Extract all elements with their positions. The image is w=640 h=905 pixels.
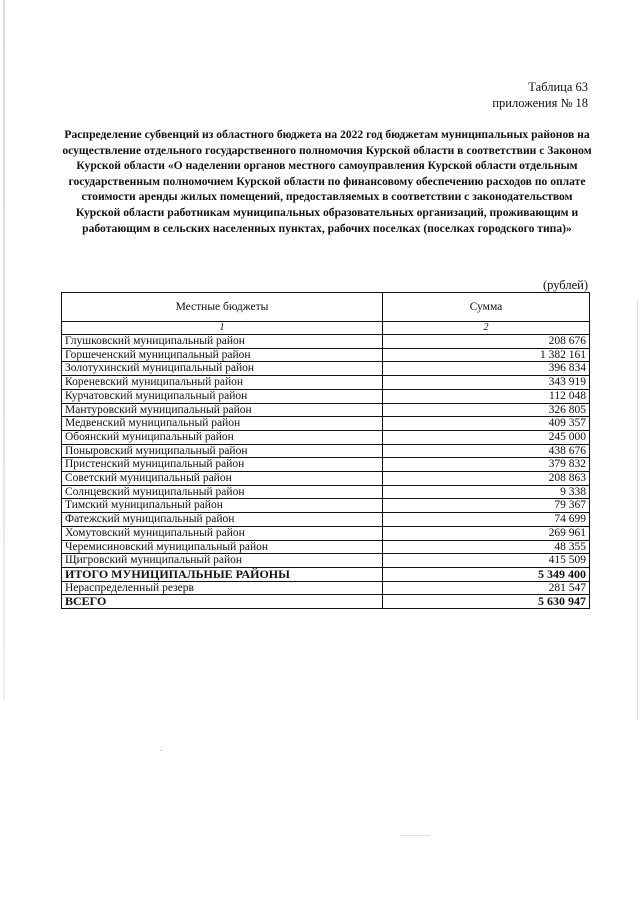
budget-name-cell: Поныровский муниципальный район [62,444,383,458]
total-districts-row [62,567,590,581]
table-row [62,403,590,417]
sum-cell: 326 805 [383,403,590,417]
budget-name-cell: Пристенский муниципальный район [62,458,383,472]
budget-name-cell: Фатежский муниципальный район [62,513,383,527]
budget-name-cell: Хомутовский муниципальный район [62,526,383,540]
budget-name-cell: Советский муниципальный район [62,472,383,486]
table-row [62,458,590,472]
budget-name-cell: Щигровский муниципальный район [62,554,383,568]
table-header-row [62,293,590,322]
sum-cell: 379 832 [383,458,590,472]
sum-cell: 79 367 [383,499,590,513]
budget-name-cell: Горшеченский муниципальный район [62,348,383,362]
budget-name-cell: Мантуровский муниципальный район [62,403,383,417]
table-row [62,472,590,486]
budget-name-cell: Кореневский муниципальный район [62,376,383,390]
column-number-row [62,322,590,335]
budget-name-cell: Тимский муниципальный район [62,499,383,513]
budget-table [61,292,590,609]
sum-cell: 343 919 [383,376,590,390]
budget-name-cell: ИТОГО МУНИЦИПАЛЬНЫЕ РАЙОНЫ [62,567,383,581]
table-row [62,430,590,444]
scan-speck [160,750,162,751]
sum-cell: 245 000 [383,430,590,444]
scan-speck [400,835,430,836]
table-row [62,444,590,458]
column-header-budgets: Местные бюджеты [62,293,383,322]
budget-name-cell: Курчатовский муниципальный район [62,389,383,403]
sum-cell: 208 863 [383,472,590,486]
sum-cell: 74 699 [383,513,590,527]
column-number-2: 2 [383,322,590,335]
sum-cell: 281 547 [383,581,590,595]
table-reference [492,79,588,111]
appendix-reference: приложения № 18 [492,96,588,110]
budget-name-cell: Глушковский муниципальный район [62,335,383,349]
units-label: (рублей) [542,278,588,292]
document-title: Распределение субвенций из областного бюджета на 2022 год бюджетам муниципальных районов на осуществление отдельного государственного полномочия Курской области в соответствии с Законом Курской области «О наделении органов местного самоуправления Курской области отдельным государственным полномочием Курской области по финансовому обеспечению расходов по оплате стоимости аренды жилых помещений, предоставляемых в соответствии с законодательством Курской области работникам муниципальных образовательных организаций, проживающим и работающим в сельских населенных пунктах, рабочих поселках (поселках городского типа)» [62,128,592,235]
budget-name-cell: Обоянский муниципальный район [62,430,383,444]
column-number-1: 1 [62,322,383,335]
sum-cell: 396 834 [383,362,590,376]
table-row [62,554,590,568]
table-row [62,526,590,540]
table-row [62,362,590,376]
table-row [62,389,590,403]
budget-name-cell: Солнцевский муниципальный район [62,485,383,499]
sum-cell: 1 382 161 [383,348,590,362]
table-row [62,376,590,390]
budget-name-cell: Черемисиновский муниципальный район [62,540,383,554]
table-row [62,417,590,431]
sum-cell: 415 509 [383,554,590,568]
sum-cell: 409 357 [383,417,590,431]
sum-cell: 5 349 400 [383,567,590,581]
sum-cell: 48 355 [383,540,590,554]
scan-edge-right [637,300,638,720]
reserve-row [62,581,590,595]
table-number: Таблица 63 [528,80,588,94]
column-header-sum: Сумма [383,293,590,322]
budget-name-cell: Медвенский муниципальный район [62,417,383,431]
budget-name-cell: Золотухинский муниципальный район [62,362,383,376]
sum-cell: 269 961 [383,526,590,540]
table-row [62,335,590,349]
grand-total-row [62,595,590,609]
table-row [62,540,590,554]
sum-cell: 5 630 947 [383,595,590,609]
budget-name-cell: ВСЕГО [62,595,383,609]
table-row [62,499,590,513]
table-row [62,348,590,362]
table-row [62,513,590,527]
sum-cell: 9 338 [383,485,590,499]
sum-cell: 438 676 [383,444,590,458]
scan-edge-left [3,0,5,700]
budget-name-cell: Нераспределенный резерв [62,581,383,595]
sum-cell: 208 676 [383,335,590,349]
table-row [62,485,590,499]
sum-cell: 112 048 [383,389,590,403]
